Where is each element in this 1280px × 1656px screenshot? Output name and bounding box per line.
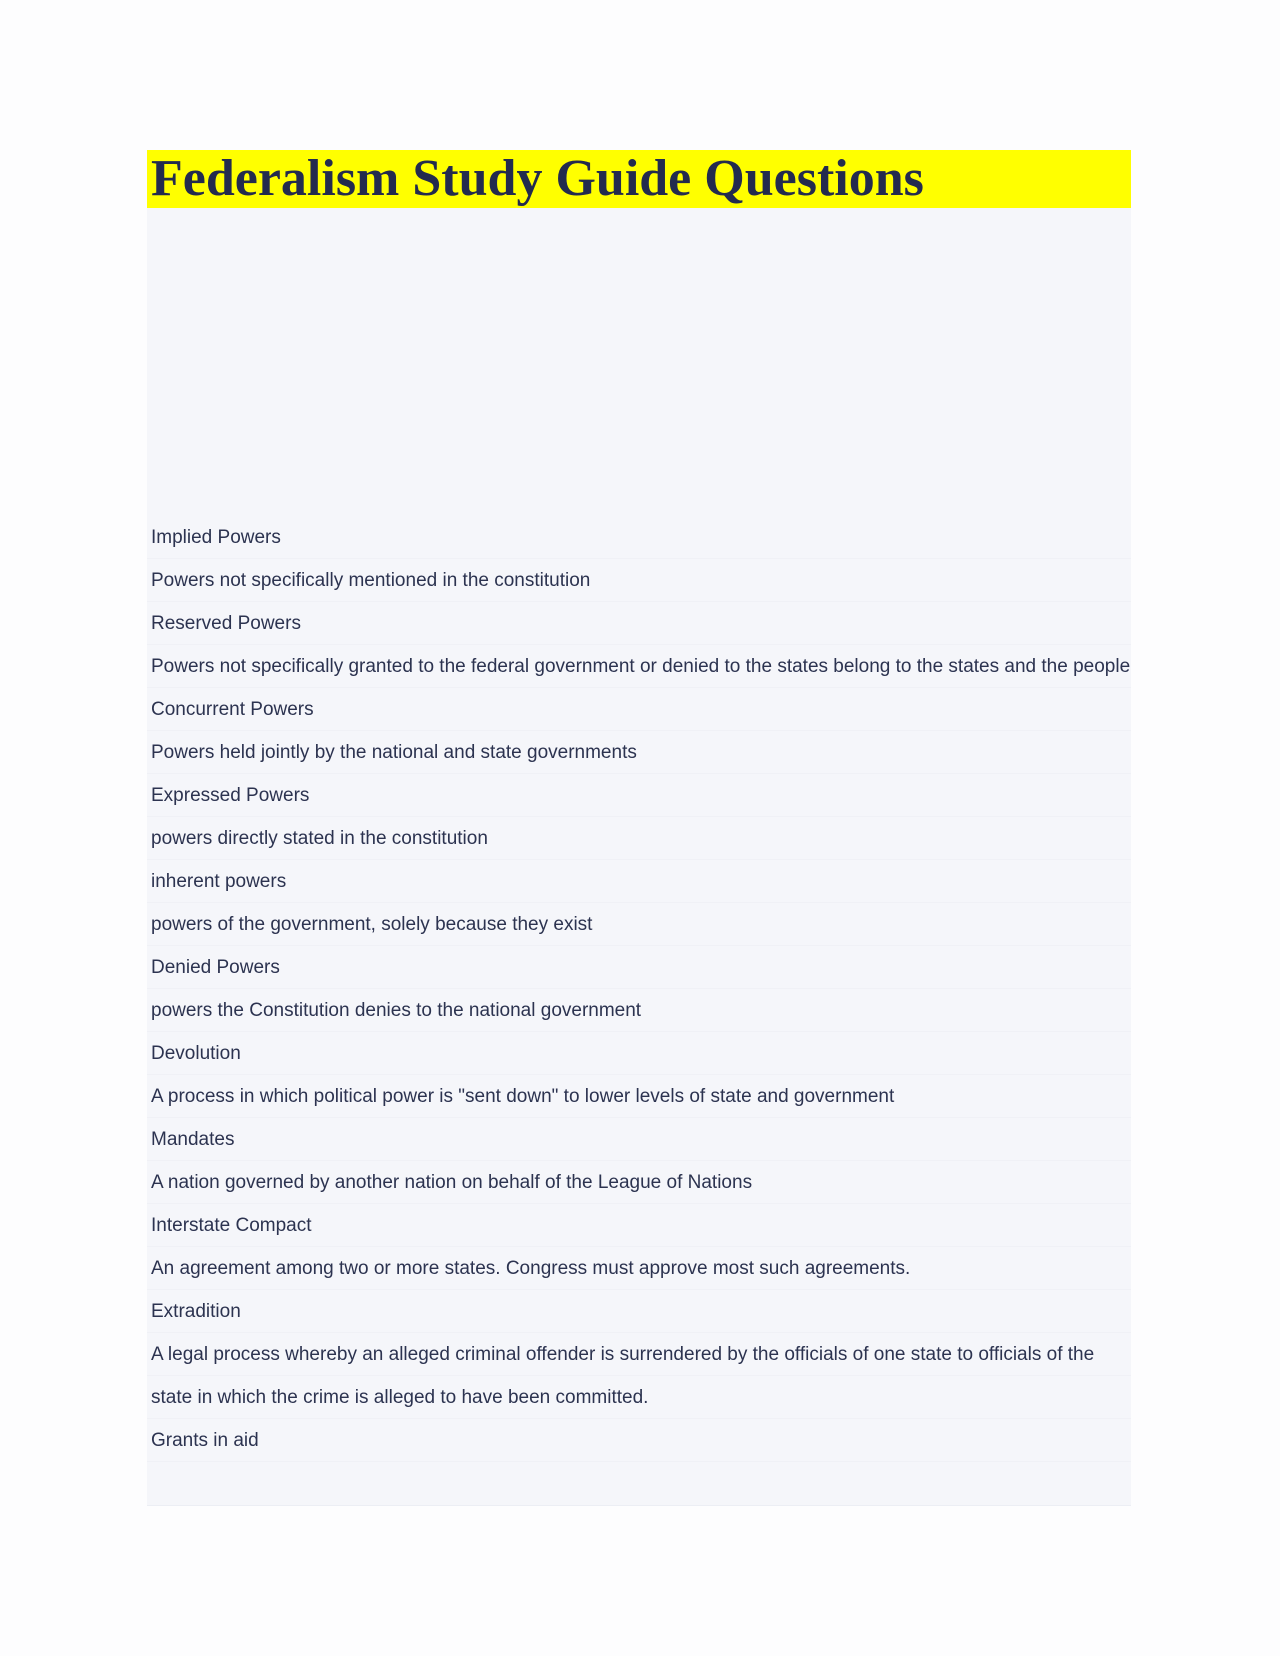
definition-line: powers the Constitution denies to the national government: [147, 989, 1131, 1032]
definition-line: Powers not specifically mentioned in the constitution: [147, 559, 1131, 602]
definition-line: A legal process whereby an alleged criminal offender is surrendered by the officials of one state to officials of the: [147, 1333, 1131, 1376]
definition-line: A process in which political power is "sent down" to lower levels of state and government: [147, 1075, 1131, 1118]
blank-space: [147, 208, 1131, 516]
definition-line: Powers held jointly by the national and state governments: [147, 731, 1131, 774]
page-title: Federalism Study Guide Questions: [151, 150, 924, 207]
term-line: Implied Powers: [147, 516, 1131, 559]
term-line: Devolution: [147, 1032, 1131, 1075]
term-line: Mandates: [147, 1118, 1131, 1161]
content-area: [147, 208, 1131, 1506]
definition-line-continued: state in which the crime is alleged to have been committed.: [147, 1376, 1131, 1419]
term-line: Concurrent Powers: [147, 688, 1131, 731]
term-line: Reserved Powers: [147, 602, 1131, 645]
document-page: [147, 150, 1131, 1506]
term-line: inherent powers: [147, 860, 1131, 903]
definition-line: Powers not specifically granted to the federal government or denied to the states belong to the states and the people: [147, 645, 1131, 688]
definition-line: A nation governed by another nation on behalf of the League of Nations: [147, 1161, 1131, 1204]
term-line: Interstate Compact: [147, 1204, 1131, 1247]
term-line: Expressed Powers: [147, 774, 1131, 817]
definition-line: An agreement among two or more states. Congress must approve most such agreements.: [147, 1247, 1131, 1290]
definition-line: powers of the government, solely because they exist: [147, 903, 1131, 946]
term-line: Grants in aid: [147, 1419, 1131, 1462]
term-definition-list: [147, 516, 1131, 1462]
title-highlight: [147, 150, 1131, 208]
term-line: Denied Powers: [147, 946, 1131, 989]
term-line: Extradition: [147, 1290, 1131, 1333]
definition-line: powers directly stated in the constitution: [147, 817, 1131, 860]
